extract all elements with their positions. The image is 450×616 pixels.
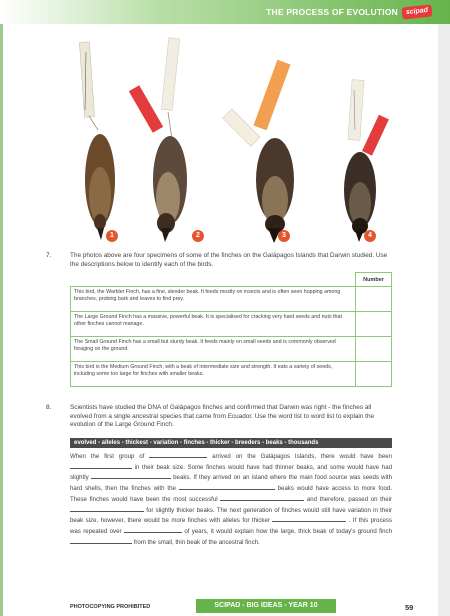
cloze-text-1: When the first group of (70, 453, 145, 460)
description-small-ground-finch: The Small Ground Finch has a small but sturdy beak. It feeds mainly on small seeds and is commonly observed foraging on the ground. (71, 337, 356, 362)
page-edge-strip (0, 0, 3, 616)
specimen-4-finch (344, 80, 389, 242)
specimen-number-1: 1 (106, 230, 118, 242)
specimen-2-finch (129, 38, 187, 242)
cloze-paragraph (70, 452, 392, 548)
specimen-number-3: 3 (278, 230, 290, 242)
cloze-text-2: arrived on the Galápagos Islands, there would have been (212, 453, 392, 460)
cloze-text-8: . If this process was repeated over (70, 517, 392, 535)
page-right-margin (438, 0, 450, 616)
answer-blank-4[interactable] (179, 484, 275, 490)
description-warbler-finch: This bird, the Warbler Finch, has a fine, slender beak. It feeds mostly on insects and is often seen hopping among branches, probing bark and leaves to find prey. (71, 287, 356, 312)
answer-blank-7[interactable] (272, 516, 346, 522)
answer-blank-6[interactable] (70, 506, 144, 512)
question-7-text: The photos above are four specimens of some of the finches on the Galápagos Islands that Darwin studied. Use the descriptions below to identify each of the birds. (70, 252, 388, 268)
footer-book-title: SCIPAD - BIG IDEAS - YEAR 10 (196, 599, 336, 613)
answer-blank-2[interactable] (70, 463, 132, 469)
answer-cell-1[interactable] (356, 287, 392, 312)
question-8-number: 8. (46, 404, 52, 411)
word-list-bar: evolved - alleles - thickest - variation - finches - thicker - breeders - beaks - thousands (70, 438, 392, 448)
answer-blank-1[interactable] (149, 452, 207, 458)
table-header-empty (71, 273, 356, 287)
table-header-number: Number (356, 273, 392, 287)
specimen-photos (70, 30, 410, 245)
cloze-text-10: from the small, thin beak of the ancestral finch. (133, 538, 260, 546)
cloze-text-3: in their beak size. Some finches would have had thinner beaks, and some would have had slightly (70, 463, 392, 482)
table-row (71, 287, 392, 312)
table-row (71, 337, 392, 362)
cloze-text-9: of years, it would explain how the large, thick beak of today's ground finch (184, 527, 392, 535)
specimen-1-finch (79, 42, 115, 240)
footer-copyright: PHOTOCOPYING PROHIBITED (70, 604, 151, 610)
answer-cell-2[interactable] (356, 312, 392, 337)
page-number: 59 (405, 603, 414, 612)
specimen-number-2: 2 (192, 230, 204, 242)
answer-cell-3[interactable] (356, 337, 392, 362)
answer-blank-5[interactable] (220, 495, 304, 501)
header-title: THE PROCESS OF EVOLUTION (266, 7, 398, 17)
cloze-text-5: beaks would have access to more food. These finches would have been the most successful (70, 485, 392, 503)
cloze-text-4: beaks. If they arrived on an island where the main food source was seeds with hard shells, then the finches with the (70, 474, 393, 493)
question-7-number: 7. (46, 252, 52, 259)
specimen-number-4: 4 (364, 230, 376, 242)
specimen-3-finch (223, 60, 294, 243)
specimen-illustration (70, 30, 410, 245)
description-medium-ground-finch: This bird is the Medium Ground Finch, with a beak of intermediate size and strength. It eats a variety of seeds, including some too large for finches with smaller beaks. (71, 362, 356, 387)
finch-description-table (70, 272, 392, 387)
table-row (71, 312, 392, 337)
cloze-text-6: and therefore, passed on their (306, 495, 392, 503)
answer-blank-3[interactable] (91, 473, 171, 479)
answer-blank-9[interactable] (70, 538, 132, 544)
question-8-text: Scientists have studied the DNA of Galápagos finches and confirmed that Darwin was right - the finches all evolved from a single ancestral species that came from Ecuador. Use the word list to word list to explain the evolution of the Large Ground Finch. (70, 404, 375, 429)
scipad-logo: scipad (401, 4, 432, 19)
table-row (71, 362, 392, 387)
answer-blank-8[interactable] (124, 527, 182, 533)
description-large-ground-finch: The Large Ground Finch has a massive, powerful beak. It is specialised for cracking very hard seeds and nuts that other finches cannot manage. (71, 312, 356, 337)
cloze-text-7: for slightly thicker beaks. The next generation of finches would still have variation in their beak size, however, there would be more finches with alleles for thicker (70, 506, 392, 525)
answer-cell-4[interactable] (356, 362, 392, 387)
